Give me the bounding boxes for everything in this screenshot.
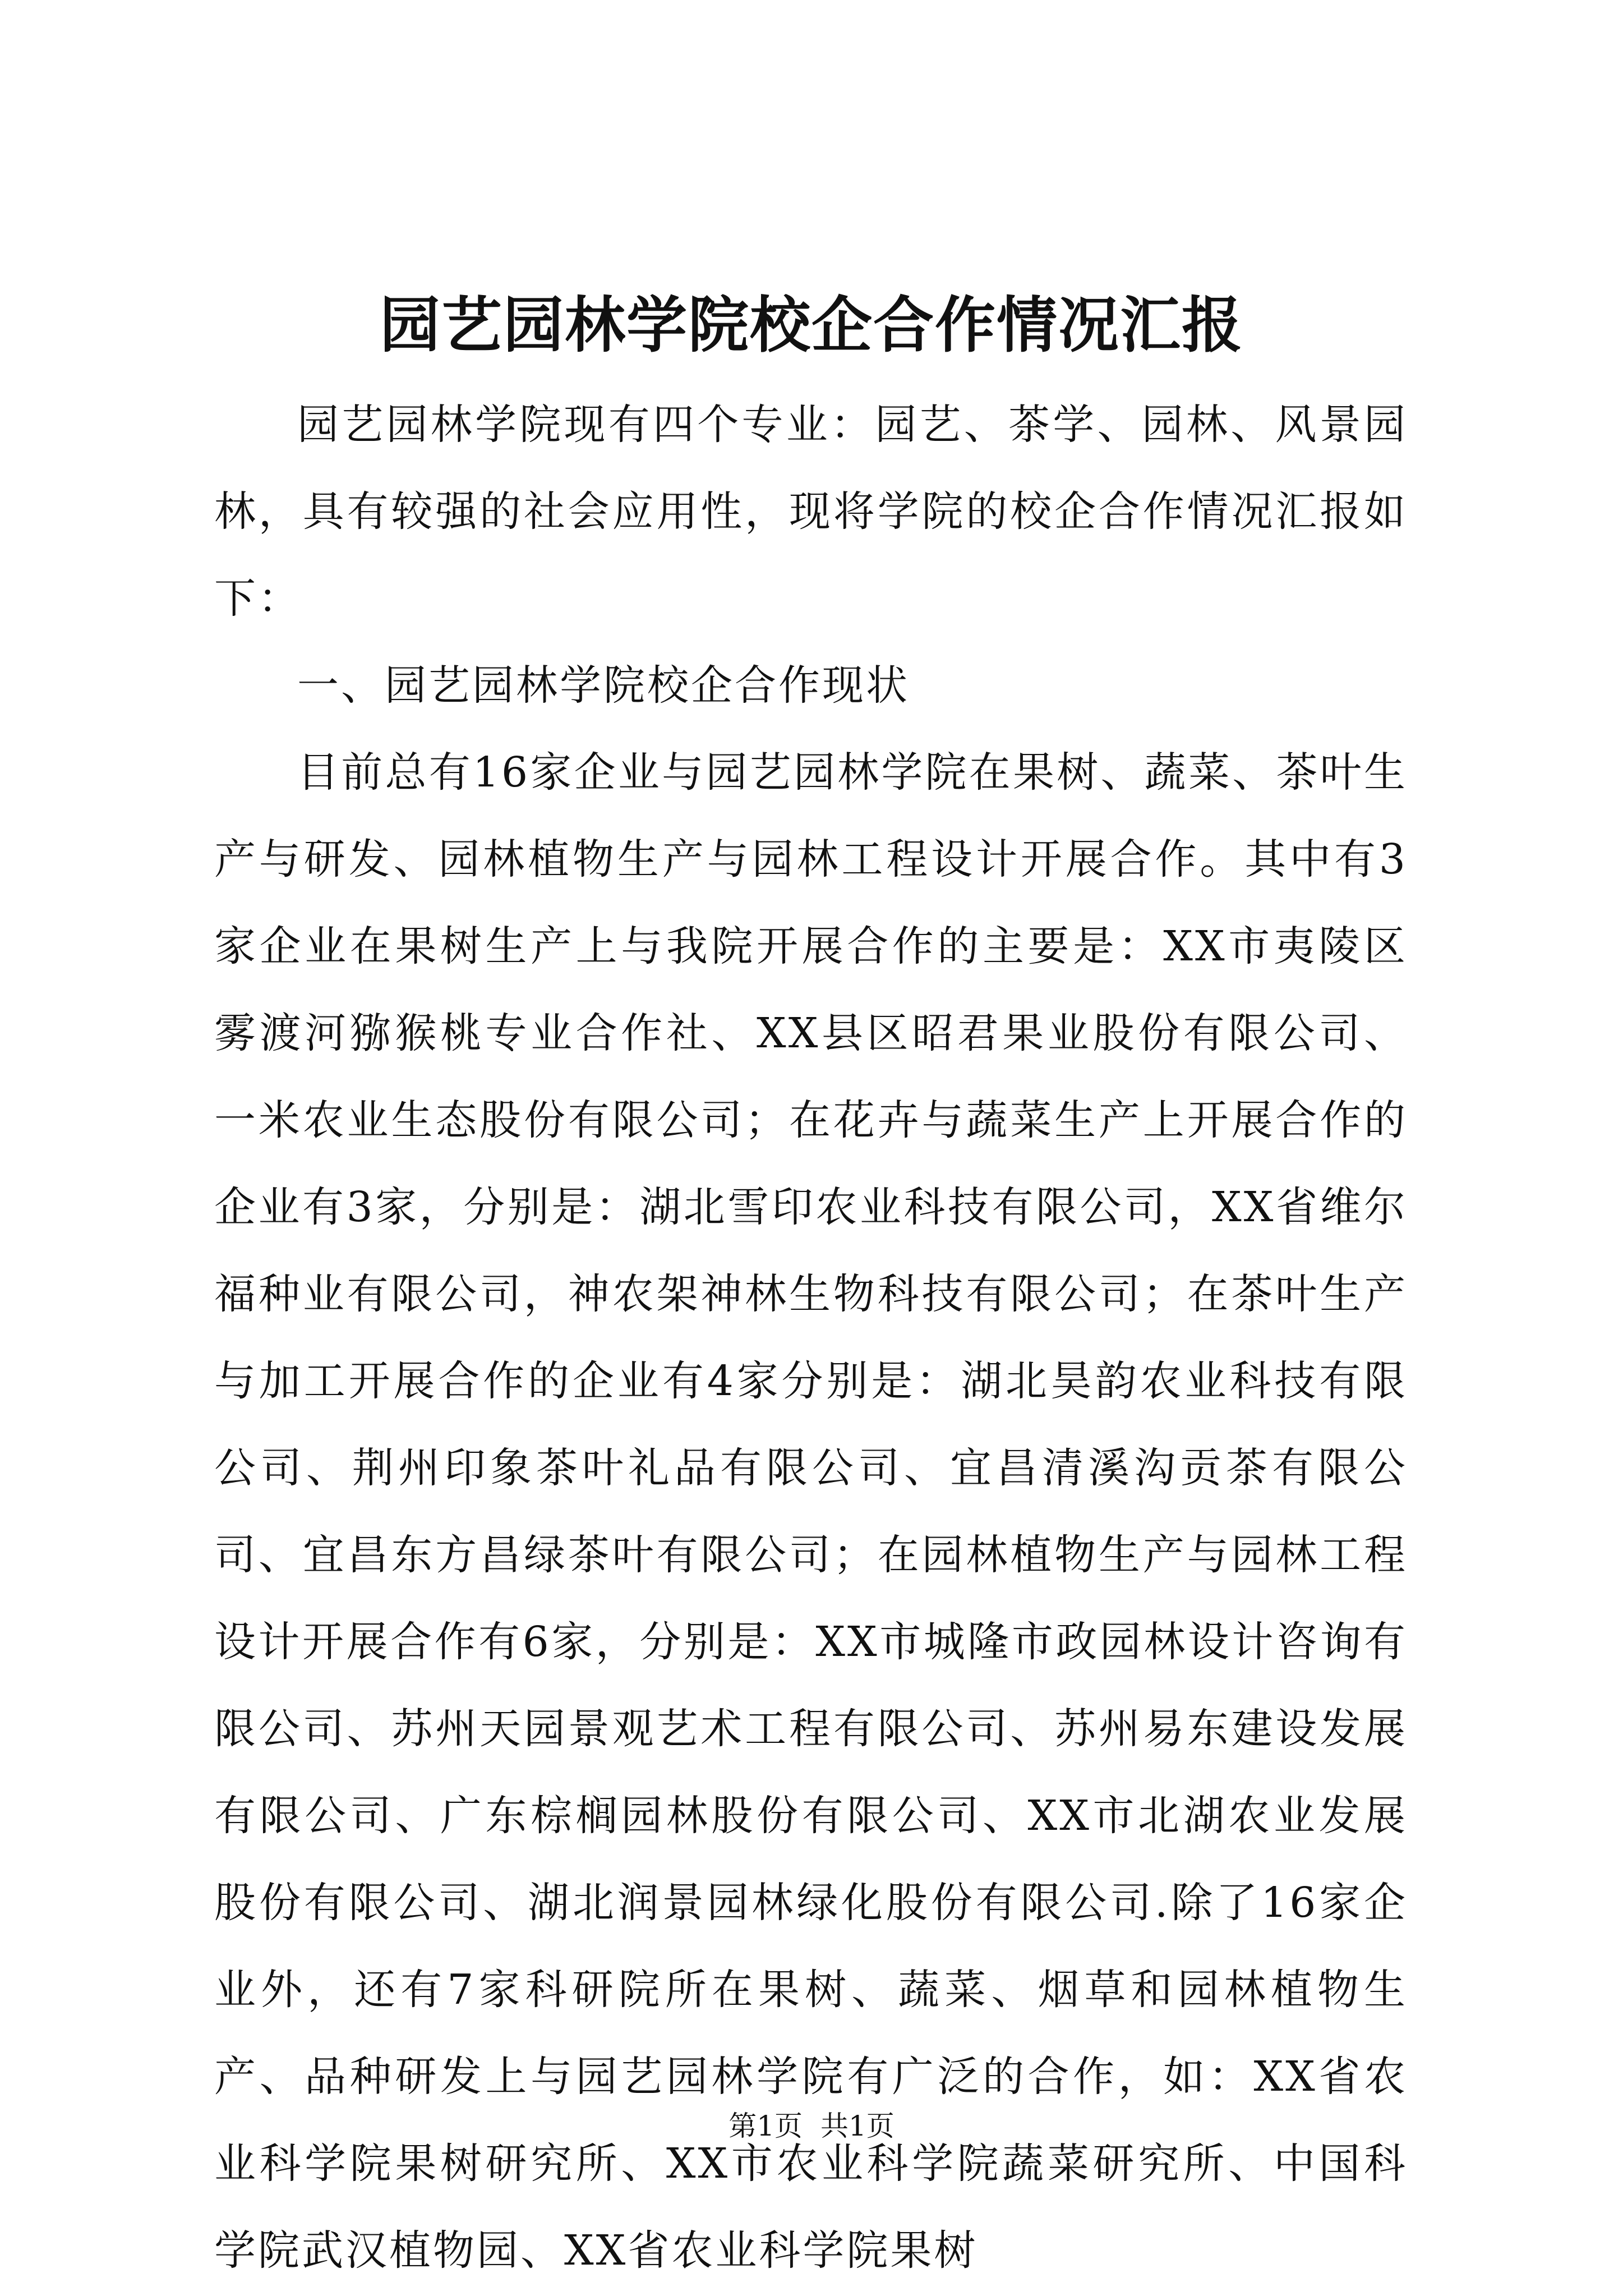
document-title: 园艺园林学院校企合作情况汇报 — [379, 290, 1243, 361]
document-body — [214, 381, 1408, 2294]
intro-paragraph: 园艺园林学院现有四个专业：园艺、茶学、园林、风景园林，具有较强的社会应用性，现将学院的校企合作情况汇报如下： — [214, 401, 1408, 623]
section-heading: 一、园艺园林学院校企合作现状 — [297, 661, 910, 710]
page-number: 第1页 — [728, 2110, 803, 2142]
body-paragraph: 目前总有16家企业与园艺园林学院在果树、蔬菜、茶叶生产与研发、园林植物生产与园林工程设计开展合作。其中有3家企业在果树生产上与我院开展合作的主要是：XX市夷陵区雾渡河猕猴桃专业合作社、XX县区昭君果业股份有限公司、一米农业生态股份有限公司；在花卉与蔬菜生产上开展合作的企业有3家，分别是：湖北雪印农业科技有限公司，XX省维尔福种业有限公司，神农架神林生物科技有限公司；在茶叶生产与加工开展合作的企业有4家分别是：湖北昊韵农业科技有限公司、荆州印象茶叶礼品有限公司、宜昌清溪沟贡茶有限公司、宜昌东方昌绿茶叶有限公司；在园林植物生产与园林工程设计开展合作有6家，分别是：XX市城隆市政园林设计咨询有限公司、苏州天园景观艺术工程有限公司、苏州易东建设发展有限公司、广东棕榈园林股份有限公司、XX市北湖农业发展股份有限公司、湖北润景园林绿化股份有限公司.除了16家企业外，还有7家科研院所在果树、蔬菜、烟草和园林植物生产、品种研发上与园艺园林学院有广泛的合作，如：XX省农业科学院果树研究所、XX市农业科学院蔬菜研究所、中国科学院武汉植物园、XX省农业科学院果树 — [214, 748, 1408, 2275]
page-footer — [0, 2106, 1623, 2146]
page-total: 共1页 — [820, 2110, 895, 2142]
